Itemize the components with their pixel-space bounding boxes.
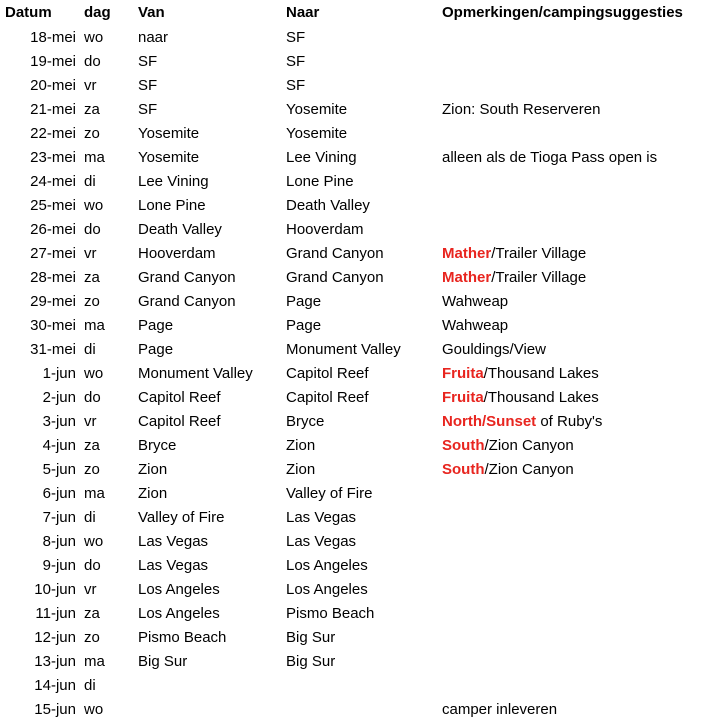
cell-opmerkingen [442,626,704,650]
table-row [0,626,706,650]
cell-naar [286,698,440,722]
cell-datum: 3-jun [42,413,76,430]
cell-dag: ma [84,317,105,334]
cell-opmerkingen [442,530,704,554]
cell-dag: di [84,341,96,358]
campsite-note: /Thousand Lakes [483,365,599,382]
table-row [0,698,706,722]
table-row [0,434,706,458]
cell-naar: Page [286,293,322,310]
cell-naar: Big Sur [286,629,336,646]
campsite-note: /Thousand Lakes [483,389,599,406]
cell-van: Lee Vining [138,173,209,190]
campsite-note: Gouldings/View [442,341,546,358]
cell-opmerkingen [442,98,704,122]
cell-naar: Lee Vining [286,149,357,166]
cell-opmerkingen [442,578,704,602]
cell-datum: 5-jun [42,461,76,478]
cell-van: Valley of Fire [138,509,225,526]
campsite-highlight: North/Sunset [442,413,537,430]
table-row [0,50,706,74]
cell-opmerkingen [442,338,704,362]
cell-dag: ma [84,485,105,502]
campsite-highlight: Fruita [442,365,484,382]
cell-van: Las Vegas [138,533,209,550]
table-row [0,122,706,146]
cell-dag: do [84,389,101,406]
cell-dag: za [84,437,100,454]
cell-datum: 28-mei [30,269,76,286]
cell-naar: SF [286,77,306,94]
table-row [0,602,706,626]
cell-datum: 9-jun [42,557,76,574]
cell-van: Big Sur [138,653,188,670]
campsite-highlight: South [442,437,485,454]
cell-dag: za [84,269,100,286]
table-row [0,554,706,578]
cell-dag: wo [84,533,104,550]
cell-van: Bryce [138,437,177,454]
cell-datum: 23-mei [30,149,76,166]
table-row [0,458,706,482]
table-row [0,218,706,242]
cell-dag: do [84,557,101,574]
cell-dag: ma [84,149,105,166]
cell-datum: 25-mei [30,197,76,214]
cell-van: Capitol Reef [138,413,221,430]
table-row [0,26,706,50]
cell-opmerkingen [442,506,704,530]
cell-opmerkingen [442,650,704,674]
cell-datum: 6-jun [42,485,76,502]
cell-datum: 29-mei [30,293,76,310]
cell-naar: Los Angeles [286,581,368,598]
table-row [0,74,706,98]
table-row [0,194,706,218]
cell-datum: 11-jun [35,605,76,622]
cell-naar: Hooverdam [286,221,364,238]
cell-naar: Las Vegas [286,533,357,550]
table-row [0,386,706,410]
cell-van: Page [138,317,174,334]
cell-datum: 4-jun [42,437,76,454]
table-row [0,98,706,122]
cell-naar: Yosemite [286,101,348,118]
campsite-note: /Trailer Village [491,245,587,262]
cell-dag: wo [84,197,104,214]
cell-opmerkingen [442,554,704,578]
cell-datum: 1-jun [42,365,76,382]
cell-opmerkingen [442,170,704,194]
cell-van: SF [138,77,158,94]
cell-datum: 15-jun [34,701,76,718]
cell-naar: Las Vegas [286,509,357,526]
cell-opmerkingen [442,122,704,146]
cell-van: Pismo Beach [138,629,227,646]
cell-van: Los Angeles [138,605,220,622]
cell-van: Capitol Reef [138,389,221,406]
campsite-note: /Zion Canyon [484,437,574,454]
campsite-note: Wahweap [442,317,509,334]
table-row [0,338,706,362]
cell-opmerkingen [442,194,704,218]
cell-datum: 22-mei [30,125,76,142]
table-header-row [0,0,706,26]
cell-opmerkingen [442,482,704,506]
cell-dag: vr [84,245,97,262]
cell-naar: Lone Pine [286,173,354,190]
cell-opmerkingen [442,218,704,242]
cell-van: naar [138,29,169,46]
cell-van [138,698,284,722]
cell-opmerkingen [442,146,704,170]
cell-opmerkingen [442,434,704,458]
cell-van [138,674,284,698]
cell-naar [286,674,440,698]
cell-dag: zo [84,629,100,646]
cell-naar: Pismo Beach [286,605,375,622]
cell-datum: 7-jun [42,509,76,526]
cell-van: Zion [138,461,168,478]
header-naar: Naar [286,4,320,21]
campsite-note: Zion: South Reserveren [442,101,601,118]
cell-datum: 24-mei [30,173,76,190]
cell-naar: Bryce [286,413,325,430]
cell-datum: 13-jun [34,653,76,670]
campsite-note: /Trailer Village [491,269,587,286]
cell-opmerkingen [442,410,704,434]
cell-opmerkingen [442,26,704,50]
cell-van: Yosemite [138,125,200,142]
cell-dag: vr [84,413,97,430]
campsite-note: Wahweap [442,293,509,310]
header-opmerkingen: Opmerkingen/campingsuggesties [442,4,683,21]
table-row [0,410,706,434]
cell-dag: zo [84,293,100,310]
cell-datum: 18-mei [30,29,76,46]
cell-dag: wo [84,701,104,718]
cell-van: SF [138,101,158,118]
campsite-highlight: South [442,461,485,478]
cell-datum: 31-mei [30,341,76,358]
cell-opmerkingen [442,698,704,722]
cell-naar: Zion [286,461,316,478]
cell-dag: vr [84,77,97,94]
cell-opmerkingen [442,314,704,338]
cell-dag: zo [84,125,100,142]
cell-datum: 14-jun [34,677,76,694]
table-row [0,362,706,386]
cell-opmerkingen [442,458,704,482]
cell-naar: Valley of Fire [286,485,373,502]
cell-dag: zo [84,461,100,478]
campsite-highlight: Mather [442,269,492,286]
cell-dag: do [84,53,101,70]
cell-van: Zion [138,485,168,502]
table-row [0,506,706,530]
cell-van: Monument Valley [138,365,253,382]
cell-datum: 2-jun [42,389,76,406]
table-row [0,578,706,602]
table-row [0,674,706,698]
table-row [0,314,706,338]
cell-datum: 8-jun [42,533,76,550]
cell-dag: wo [84,29,104,46]
cell-naar: Monument Valley [286,341,401,358]
cell-datum: 30-mei [30,317,76,334]
table-row [0,650,706,674]
cell-dag: ma [84,653,105,670]
campsite-highlight: Fruita [442,389,484,406]
cell-dag: di [84,509,96,526]
cell-van: SF [138,53,158,70]
cell-dag: vr [84,581,97,598]
cell-van: Grand Canyon [138,293,236,310]
cell-dag: di [84,677,96,694]
cell-datum: 26-mei [30,221,76,238]
cell-dag: wo [84,365,104,382]
table-row [0,146,706,170]
cell-opmerkingen [442,266,704,290]
cell-opmerkingen [442,362,704,386]
cell-naar: Capitol Reef [286,389,369,406]
cell-opmerkingen [442,674,704,698]
header-datum: Datum [5,4,52,21]
campsite-note: /Zion Canyon [484,461,574,478]
cell-van: Yosemite [138,149,200,166]
cell-dag: do [84,221,101,238]
cell-naar: Zion [286,437,316,454]
cell-datum: 10-jun [34,581,76,598]
campsite-note: camper inleveren [442,701,558,718]
cell-opmerkingen [442,290,704,314]
cell-naar: SF [286,53,306,70]
cell-van: Page [138,341,174,358]
campsite-note: of Ruby's [536,413,603,430]
cell-naar: Page [286,317,322,334]
header-van: Van [138,4,165,21]
table-row [0,170,706,194]
cell-datum: 21-mei [30,101,76,118]
cell-van: Hooverdam [138,245,216,262]
cell-dag: di [84,173,96,190]
cell-naar: Grand Canyon [286,269,384,286]
cell-datum: 12-jun [34,629,76,646]
header-dag: dag [84,4,111,21]
cell-van: Grand Canyon [138,269,236,286]
cell-van: Lone Pine [138,197,206,214]
cell-dag: za [84,101,100,118]
cell-datum: 27-mei [30,245,76,262]
table-row [0,290,706,314]
campsite-highlight: Mather [442,245,492,262]
cell-naar: Capitol Reef [286,365,369,382]
cell-opmerkingen [442,602,704,626]
table-row [0,266,706,290]
cell-van: Death Valley [138,221,222,238]
cell-opmerkingen [442,242,704,266]
cell-van: Las Vegas [138,557,209,574]
cell-naar: Yosemite [286,125,348,142]
cell-opmerkingen [442,74,704,98]
cell-opmerkingen [442,50,704,74]
cell-naar: Grand Canyon [286,245,384,262]
table-row [0,242,706,266]
cell-opmerkingen [442,386,704,410]
cell-datum: 19-mei [30,53,76,70]
cell-dag: za [84,605,100,622]
campsite-note: alleen als de Tioga Pass open is [442,149,658,166]
table-row [0,530,706,554]
cell-naar: Los Angeles [286,557,368,574]
cell-naar: SF [286,29,306,46]
table-row [0,482,706,506]
cell-datum: 20-mei [30,77,76,94]
cell-naar: Death Valley [286,197,370,214]
cell-van: Los Angeles [138,581,220,598]
cell-naar: Big Sur [286,653,336,670]
